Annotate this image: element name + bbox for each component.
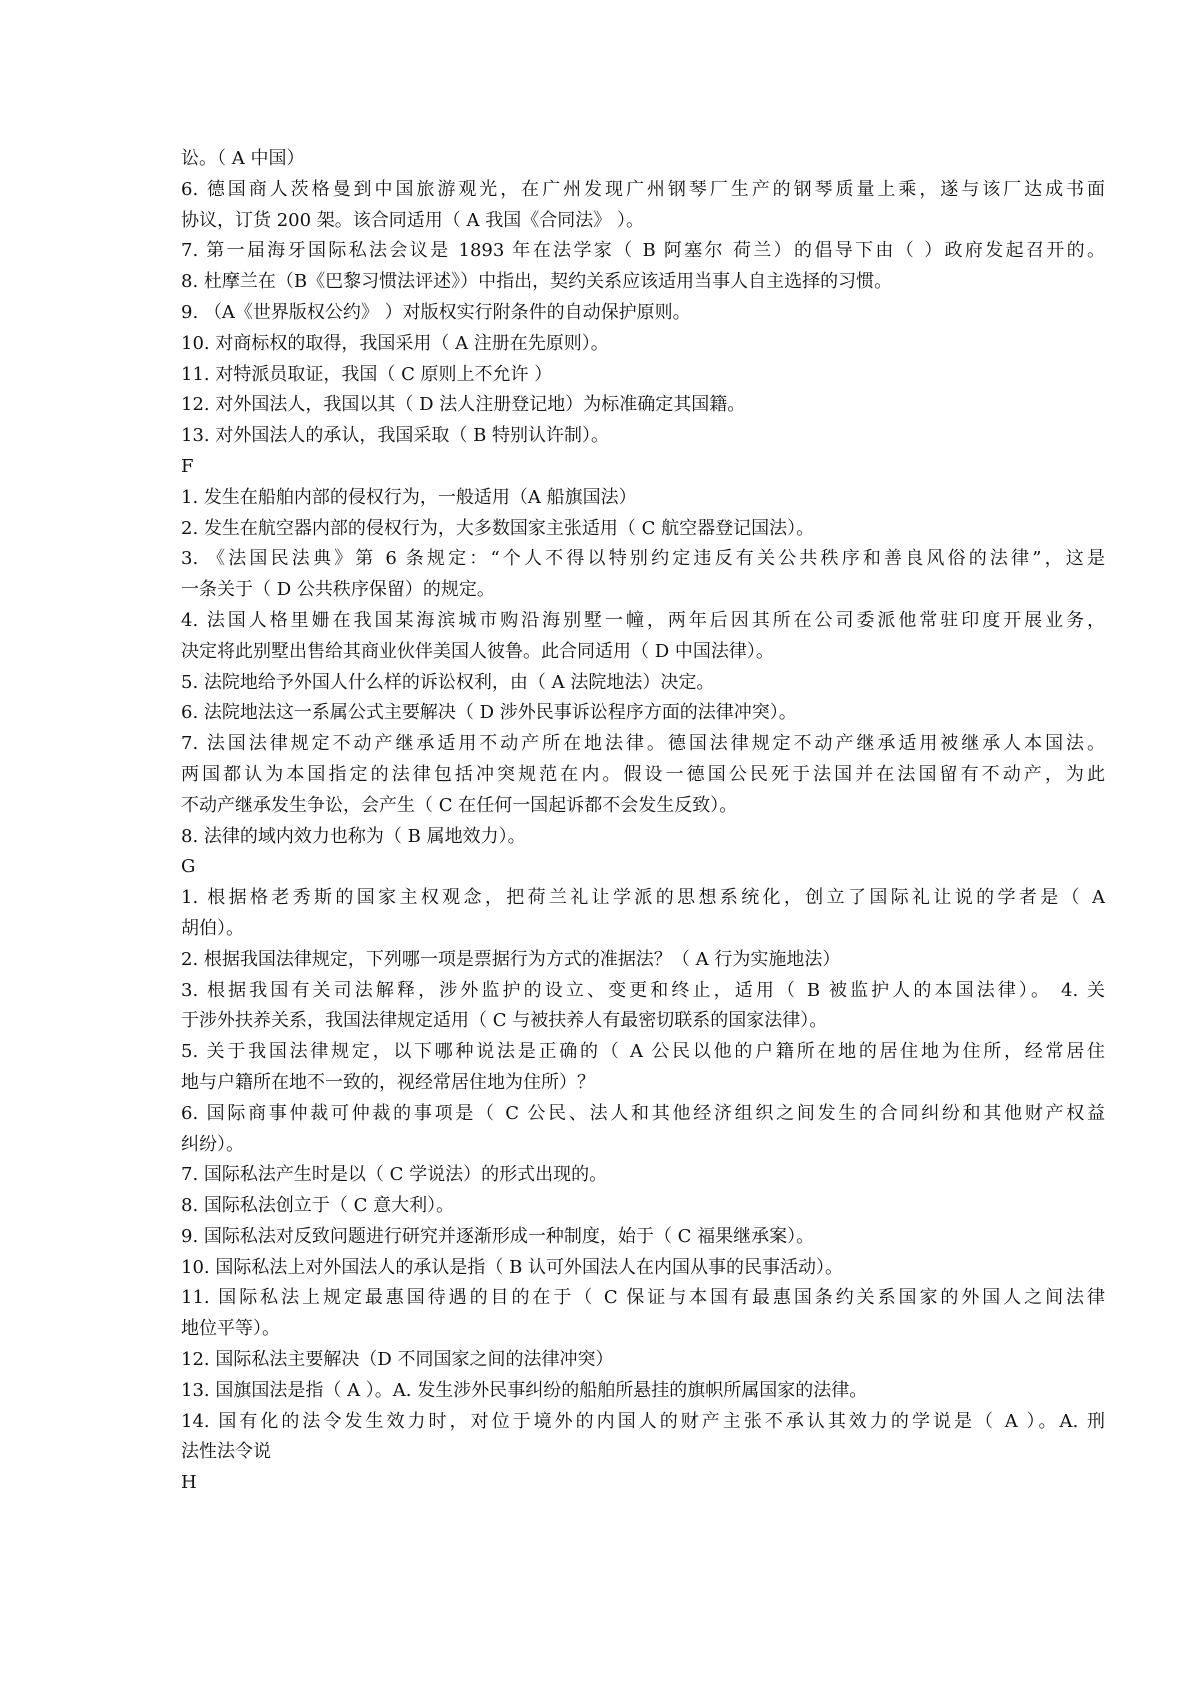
document-line: 地位平等）。 — [181, 1318, 280, 1340]
document-line: 6. 法院地法这一系属公式主要解决（ D 涉外民事诉讼程序方面的法律冲突）。 — [181, 702, 797, 724]
document-line: 3. 《法国民法典》第 6 条规定：“个人不得以特别约定违反有关公共秩序和善良风俗的法律”，这是 — [181, 548, 1105, 570]
document-line: 不动产继承发生争讼，会产生（ C 在任何一国起诉都不会发生反致）。 — [181, 794, 738, 816]
document-line: 11. 国际私法上规定最惠国待遇的目的在于（ C 保证与本国有最惠国条约关系国家的外国人之间法律 — [181, 1287, 1105, 1309]
document-line: 胡伯）。 — [181, 917, 244, 939]
document-line: 12. 国际私法主要解决（D 不同国家之间的法律冲突） — [181, 1349, 614, 1371]
document-line: 纠纷）。 — [181, 1133, 244, 1155]
document-line: 7. 国际私法产生时是以（ C 学说法）的形式出现的。 — [181, 1164, 608, 1186]
section-letter: G — [181, 856, 196, 878]
document-line: 5. 法院地给予外国人什么样的诉讼权利，由（ A 法院地法）决定。 — [181, 671, 715, 693]
document-line: 决定将此别墅出售给其商业伙伴美国人彼鲁。此合同适用（ D 中国法律）。 — [181, 640, 774, 662]
document-line: 13. 国旗国法是指（ A ）。A. 发生涉外民事纠纷的船舶所悬挂的旗帜所属国家的法律。 — [181, 1379, 868, 1401]
document-line: 8. 杜摩兰在（B《巴黎习惯法评述》）中指出，契约关系应该适用当事人自主选择的习惯。 — [181, 271, 893, 293]
document-body — [181, 144, 1105, 1499]
document-line: 13. 对外国法人的承认，我国采取（ B 特别认许制）。 — [181, 425, 610, 447]
document-line: 10. 国际私法上对外国法人的承认是指（ B 认可外国法人在内国从事的民事活动）。 — [181, 1256, 844, 1278]
document-line: 11. 对特派员取证，我国（ C 原则上不允许 ） — [181, 363, 553, 385]
document-line: 1. 发生在船舶内部的侵权行为，一般适用（A 船旗国法） — [181, 486, 637, 508]
document-line: 5. 关于我国法律规定，以下哪种说法是正确的（ A 公民以他的户籍所在地的居住地为住所，经常居住 — [181, 1041, 1105, 1063]
document-line: 2. 发生在航空器内部的侵权行为，大多数国家主张适用（ C 航空器登记国法）。 — [181, 517, 815, 539]
document-line: 6. 德国商人茨格曼到中国旅游观光，在广州发现广州钢琴厂生产的钢琴质量上乘，遂与该厂达成书面 — [181, 178, 1105, 200]
document-line: 讼。（ A 中国） — [181, 148, 305, 169]
document-line: 于涉外扶养关系，我国法律规定适用（ C 与被扶养人有最密切联系的国家法律）。 — [181, 1010, 828, 1032]
document-line: 14. 国有化的法令发生效力时，对位于境外的内国人的财产主张不承认其效力的学说是（ A ）。A. 刑 — [181, 1410, 1105, 1432]
document-line: 3. 根据我国有关司法解释，涉外监护的设立、变更和终止，适用（ B 被监护人的本国法律）。 4. 关 — [181, 979, 1105, 1001]
document-line: 两国都认为本国指定的法律包括冲突规范在内。假设一德国公民死于法国并在法国留有不动产，为此 — [181, 763, 1105, 785]
document-line: 1. 根据格老秀斯的国家主权观念，把荷兰礼让学派的思想系统化，创立了国际礼让说的学者是（ A — [181, 887, 1105, 909]
document-line: 法性法令说 — [181, 1441, 271, 1463]
document-line: 协议，订货 200 架。该合同适用（ A 我国《合同法》 ）。 — [181, 209, 644, 231]
document-line: 7. 第一届海牙国际私法会议是 1893 年在法学家（ B 阿塞尔 荷兰）的倡导下由（ ）政府发起召开的。 — [181, 240, 1105, 262]
document-line: 8. 法律的域内效力也称为（ B 属地效力）。 — [181, 825, 526, 847]
section-letter: F — [181, 455, 194, 477]
document-line: 10. 对商标权的取得，我国采用（ A 注册在先原则）。 — [181, 332, 609, 354]
document-line: 4. 法国人格里姗在我国某海滨城市购沿海别墅一幢，两年后因其所在公司委派他常驻印度开展业务， — [181, 609, 1105, 631]
document-line: 一条关于（ D 公共秩序保留）的规定。 — [181, 579, 495, 601]
document-line: 9. （A《世界版权公约》 ）对版权实行附条件的自动保护原则。 — [181, 301, 691, 323]
document-line: 地与户籍所在地不一致的，视经常居住地为住所）？ — [181, 1071, 595, 1093]
document-line: 2. 根据我国法律规定，下列哪一项是票据行为方式的准据法？（ A 行为实施地法） — [181, 948, 841, 970]
document-line: 6. 国际商事仲裁可仲裁的事项是（ C 公民、法人和其他经济组织之间发生的合同纠纷和其他财产权益 — [181, 1102, 1105, 1124]
document-line: 7. 法国法律规定不动产继承适用不动产所在地法律。德国法律规定不动产继承适用被继承人本国法。 — [181, 733, 1105, 755]
document-line: 8. 国际私法创立于（ C 意大利）。 — [181, 1195, 455, 1217]
section-letter: H — [181, 1472, 197, 1494]
document-line: 12. 对外国法人，我国以其（ D 法人注册登记地）为标准确定其国籍。 — [181, 394, 746, 416]
document-line: 9. 国际私法对反致问题进行研究并逐渐形成一种制度，始于（ C 福果继承案）。 — [181, 1225, 815, 1247]
